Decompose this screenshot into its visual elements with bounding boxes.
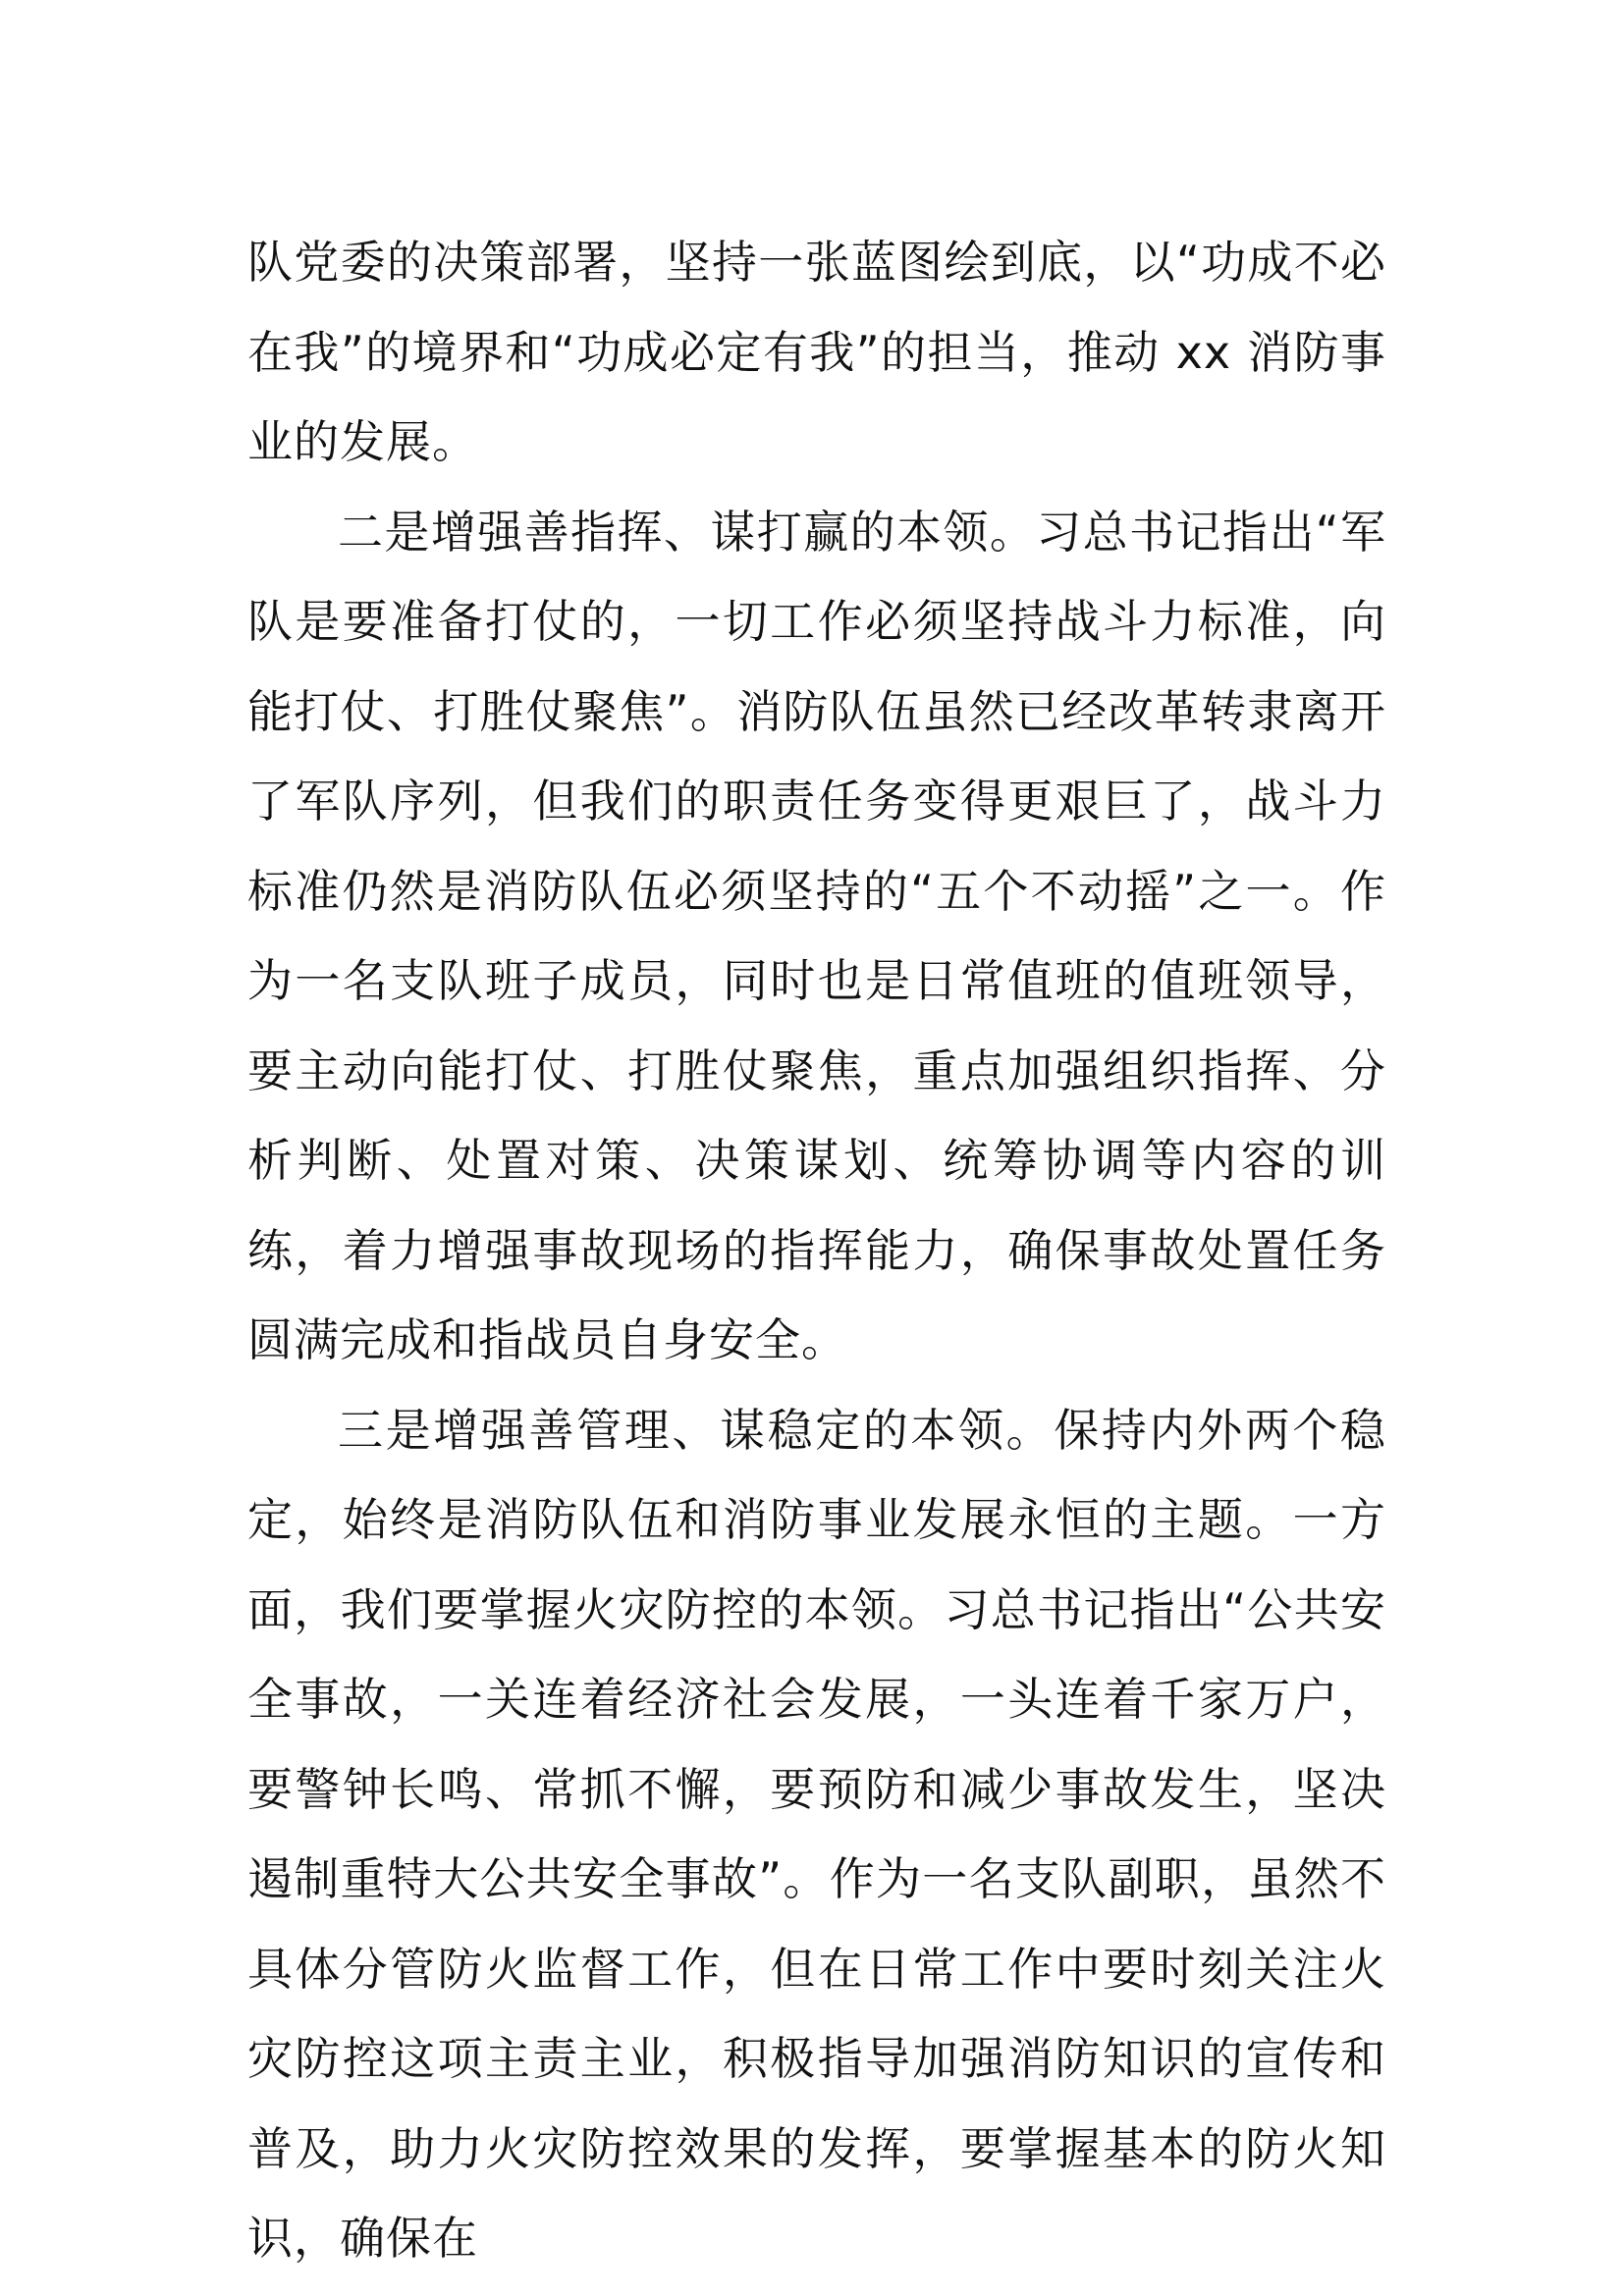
document-body: [247, 218, 1386, 2284]
paragraph-continuation: 队党委的决策部署，坚持一张蓝图绘到底，以“功成不必在我”的境界和“功成必定有我”的担当，推动 xx 消防事业的发展。: [247, 236, 1386, 468]
paragraph-management-stability: 三是增强善管理、谋稳定的本领。保持内外两个稳定，始终是消防队伍和消防事业发展永恒的主题。一方面，我们要掌握火灾防控的本领。习总书记指出“公共安全事故，一关连着经济社会发展，一头连着千家万户，要警钟长鸣、常抓不懈，要预防和减少事故发生，坚决遏制重特大公共安全事故”。作为一名支队副职，虽然不具体分管防火监督工作，但在日常工作中要时刻关注火灾防控这项主责主业，积极指导加强消防知识的宣传和普及，助力火灾防控效果的发挥，要掌握基本的防火知识，确保在: [247, 1403, 1386, 2265]
paragraph-command-ability: 二是增强善指挥、谋打赢的本领。习总书记指出“军队是要准备打仗的，一切工作必须坚持战斗力标准，向能打仗、打胜仗聚焦”。消防队伍虽然已经改革转隶离开了军队序列，但我们的职责任务变得更艰巨了，战斗力标准仍然是消防队伍必须坚持的“五个不动摇”之一。作为一名支队班子成员，同时也是日常值班的值班领导，要主动向能打仗、打胜仗聚焦，重点加强组织指挥、分析判断、处置对策、决策谋划、统筹协调等内容的训练，着力增强事故现场的指挥能力，确保事故处置任务圆满完成和指战员自身安全。: [247, 505, 1386, 1366]
